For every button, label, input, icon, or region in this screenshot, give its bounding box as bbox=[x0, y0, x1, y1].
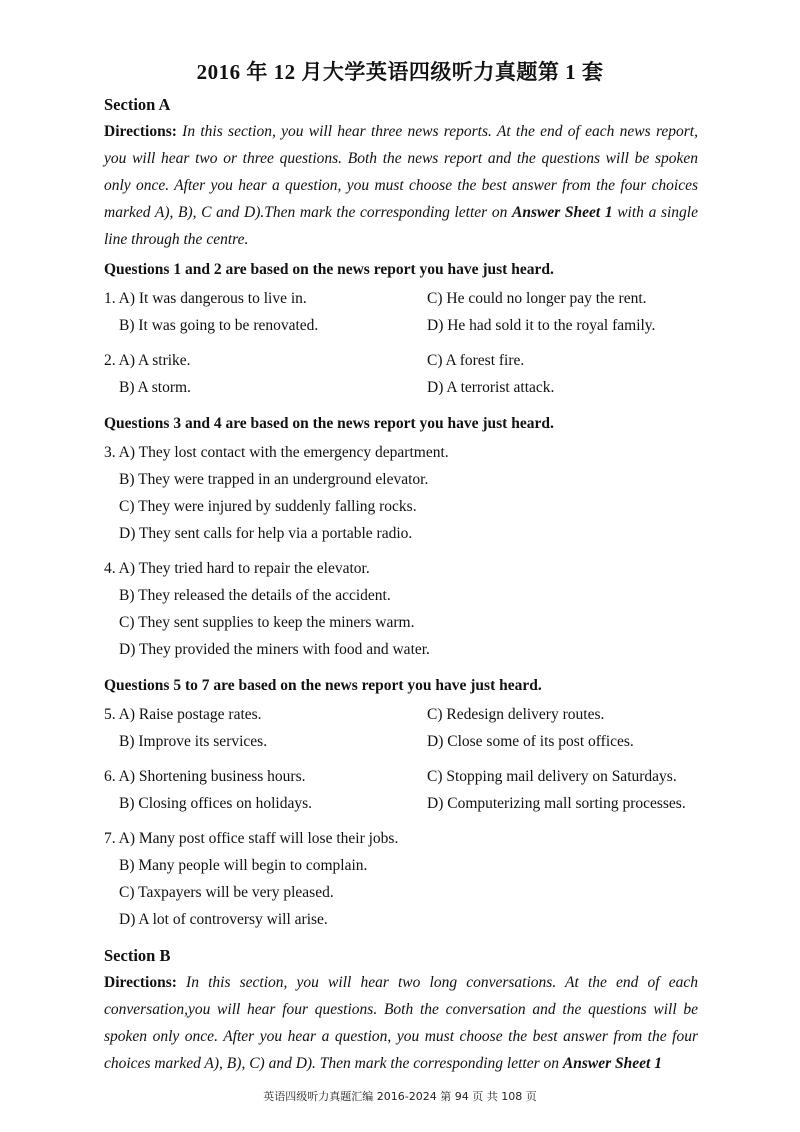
section-b-directions bbox=[104, 969, 698, 1077]
section-a-directions bbox=[104, 118, 698, 253]
directions-text: In this section, you will hear two long conversations. At the end of each conversation,you will hear four questions. Both the conversation and the questions will be spoken only once. After you hear a question, you must choose the best answer from the four choices marked A), B), C) and D). Then mark the corresponding letter on bbox=[104, 974, 698, 1072]
q7-option-c: C) Taxpayers will be very pleased. bbox=[119, 884, 334, 901]
answer-sheet-ref: Answer Sheet 1 bbox=[562, 1055, 662, 1072]
q5-option-b: B) Improve its services. bbox=[119, 733, 268, 750]
directions-label: Directions: bbox=[104, 974, 177, 991]
q4-option-b: B) They released the details of the accident. bbox=[119, 587, 391, 604]
q6-option-b: B) Closing offices on holidays. bbox=[119, 795, 313, 812]
directions-text-end: with a single line through the centre. bbox=[104, 204, 698, 248]
q4-option-d: D) They provided the miners with food and water. bbox=[119, 641, 430, 658]
question-group-heading: Questions 3 and 4 are based on the news report you have just heard. bbox=[104, 415, 554, 432]
question-group-heading: Questions 5 to 7 are based on the news report you have just heard. bbox=[104, 677, 542, 694]
q7-option-b: B) Many people will begin to complain. bbox=[119, 857, 368, 874]
question-group-heading: Questions 1 and 2 are based on the news report you have just heard. bbox=[104, 261, 554, 278]
q7-option-d: D) A lot of controversy will arise. bbox=[119, 911, 328, 928]
q6-option-c: C) Stopping mail delivery on Saturdays. bbox=[427, 768, 677, 785]
q1-option-c: C) He could no longer pay the rent. bbox=[427, 290, 647, 307]
q5-option-c: C) Redesign delivery routes. bbox=[427, 706, 605, 723]
q2-option-b: B) A storm. bbox=[119, 379, 191, 396]
page-footer: 英语四级听力真题汇编 2016-2024 第 94 页 共 108 页 bbox=[263, 1090, 537, 1103]
q3-option-a: 3. A) They lost contact with the emergency department. bbox=[104, 444, 449, 461]
q1-option-d: D) He had sold it to the royal family. bbox=[427, 317, 656, 334]
q2-option-d: D) A terrorist attack. bbox=[427, 379, 555, 396]
q2-option-a: 2. A) A strike. bbox=[104, 352, 191, 369]
q7-option-a: 7. A) Many post office staff will lose their jobs. bbox=[104, 830, 399, 847]
directions-text: In this section, you will hear three news reports. At the end of each news report, you will hear two or three questions. Both the news report and the questions will be spoken only once. After you hear a question, you must choose the best answer from the four choices marked A), B), C and D).Then mark the corresponding letter on bbox=[104, 123, 698, 221]
q4-option-c: C) They sent supplies to keep the miners warm. bbox=[119, 614, 415, 631]
directions-label: Directions: bbox=[104, 123, 177, 140]
q3-option-b: B) They were trapped in an underground elevator. bbox=[119, 471, 429, 488]
q4-option-a: 4. A) They tried hard to repair the elevator. bbox=[104, 560, 370, 577]
section-b-heading: Section B bbox=[104, 946, 171, 965]
q2-option-c: C) A forest fire. bbox=[427, 352, 525, 369]
section-a-heading: Section A bbox=[104, 95, 171, 114]
q6-option-d: D) Computerizing mall sorting processes. bbox=[427, 795, 686, 812]
q5-option-d: D) Close some of its post offices. bbox=[427, 733, 634, 750]
q1-option-b: B) It was going to be renovated. bbox=[119, 317, 319, 334]
answer-sheet-ref: Answer Sheet 1 bbox=[511, 204, 613, 221]
q6-option-a: 6. A) Shortening business hours. bbox=[104, 768, 306, 785]
q3-option-c: C) They were injured by suddenly falling rocks. bbox=[119, 498, 417, 515]
q3-option-d: D) They sent calls for help via a portable radio. bbox=[119, 525, 413, 542]
q5-option-a: 5. A) Raise postage rates. bbox=[104, 706, 262, 723]
page-title: 2016 年 12 月大学英语四级听力真题第 1 套 bbox=[196, 60, 604, 84]
q1-option-a: 1. A) It was dangerous to live in. bbox=[104, 290, 307, 307]
